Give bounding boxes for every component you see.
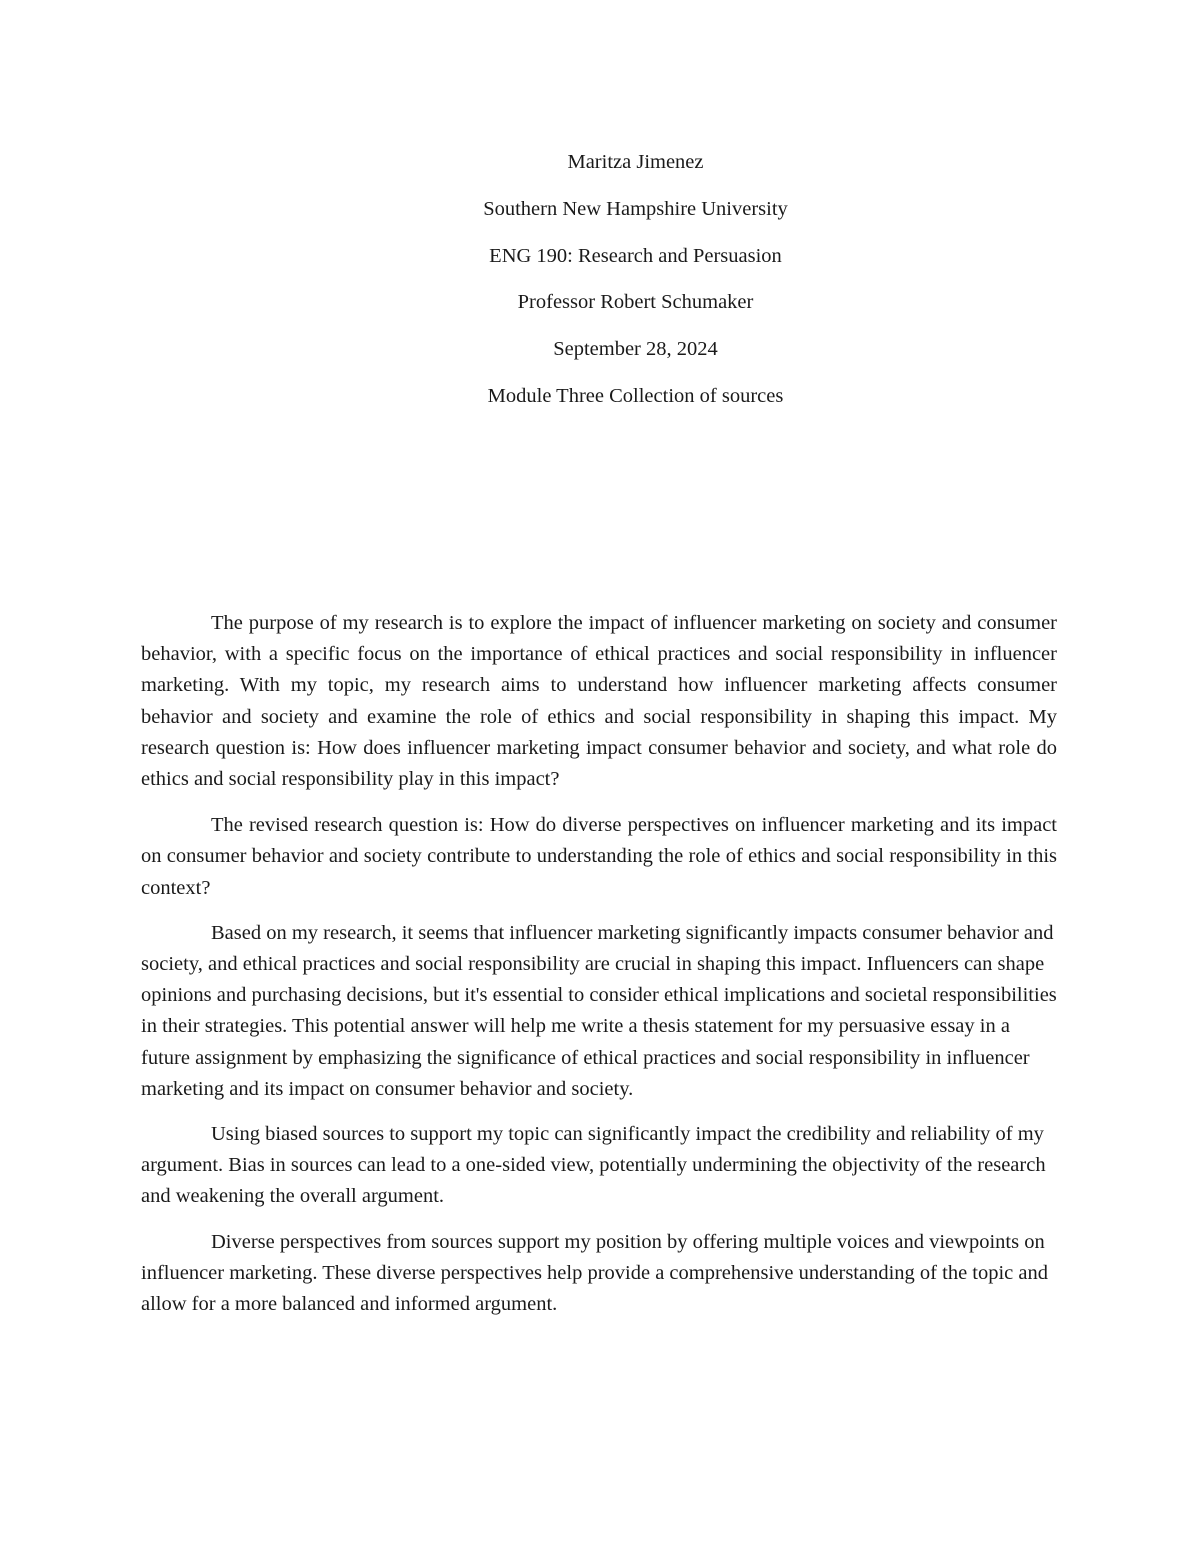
submission-date: September 28, 2024 [553, 338, 718, 361]
institution-name: Southern New Hampshire University [483, 197, 788, 220]
paragraph-diverse-perspectives: Diverse perspectives from sources support my position by offering multiple voices and viewpoints on influencer marketing. These diverse perspectives help provide a comprehensive understanding of the topic and allow for a more balanced and informed argument. [141, 1230, 1049, 1316]
paragraph-research-purpose: The purpose of my research is to explore the impact of influencer marketing on society and consumer behavior, with a specific focus on the importance of ethical practices and social responsibility in influencer marketing. With my topic, my research aims to understand how influencer marketing affects consumer behavior and society and examine the role of ethics and social responsibility in shaping this impact. My research question is: How does influencer marketing impact consumer behavior and society, and what role do ethics and social responsibility play in this impact? [141, 612, 1057, 791]
instructor-name: Professor Robert Schumaker [517, 291, 754, 314]
paragraph-potential-answer: Based on my research, it seems that influencer marketing significantly impacts consumer behavior and society, and ethical practices and social responsibility are crucial in shaping this impact. Influencers can shape opinions and purchasing decisions, but it's essential to consider ethical implications and societal responsibilities in their strategies. This potential answer will help me write a thesis statement for my persuasive essay in a future assignment by emphasizing the significance of ethical practices and social responsibility in influencer marketing and its impact on consumer behavior and society. [141, 921, 1057, 1100]
paragraph-revised-question: The revised research question is: How do diverse perspectives on influencer marketing and its impact on consumer behavior and society contribute to understanding the role of ethics and social responsibility in this context? [141, 814, 1057, 899]
paragraph-biased-sources: Using biased sources to support my topic can significantly impact the credibility and reliability of my argument. Bias in sources can lead to a one-sided view, potentially undermining the objectivity of the research and weakening the overall argument. [141, 1123, 1046, 1208]
body-text [141, 608, 1057, 1320]
author-name: Maritza Jimenez [567, 151, 704, 173]
course-name: ENG 190: Research and Persuasion [489, 244, 782, 267]
assignment-title: Module Three Collection of sources [487, 384, 784, 407]
title-block [0, 139, 1200, 420]
